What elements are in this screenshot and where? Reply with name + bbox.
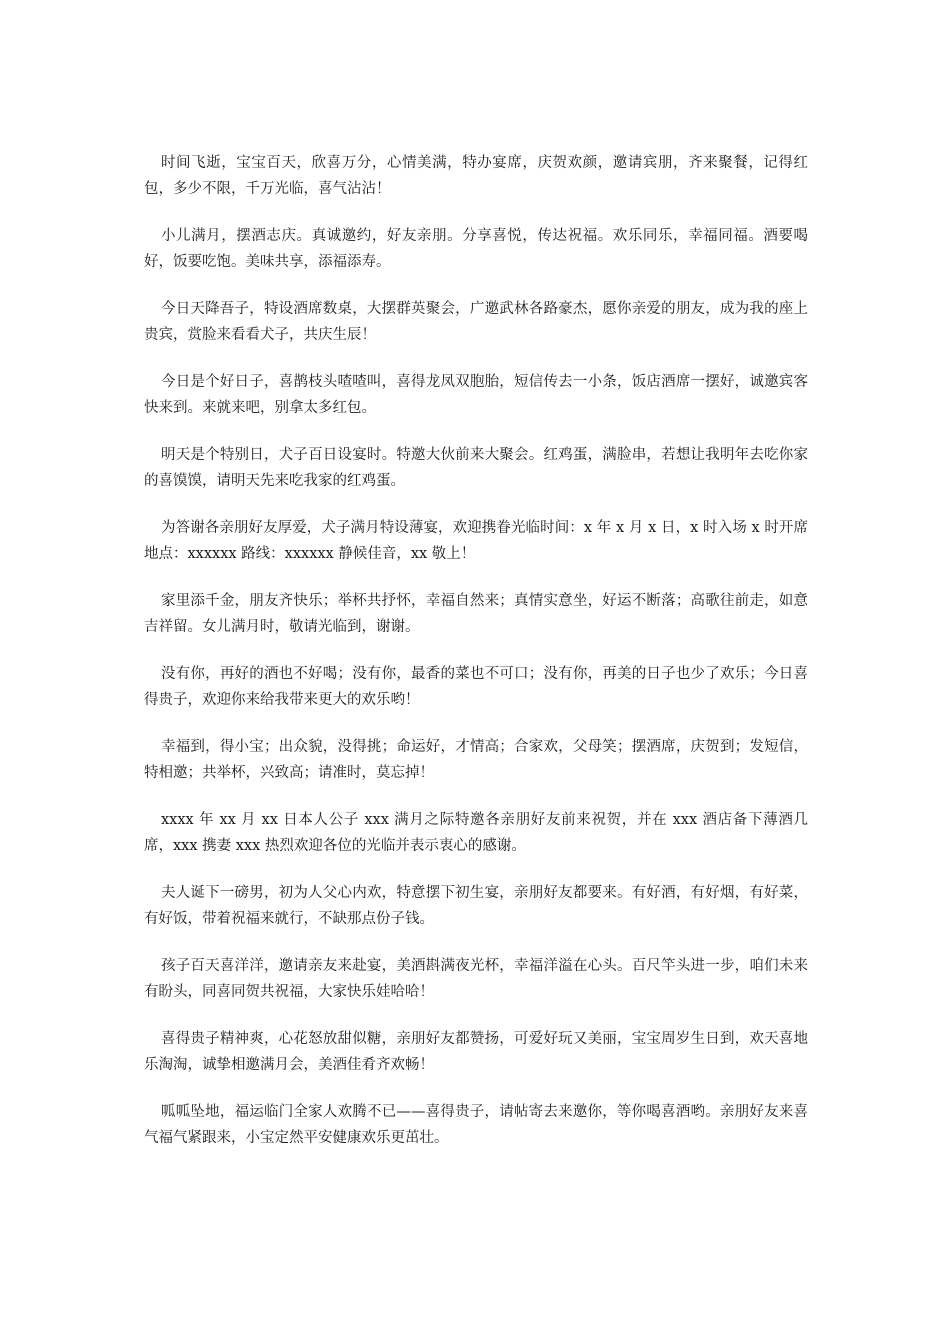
paragraph-5: 明天是个特别日，犬子百日设宴时。特邀大伙前来大聚会。红鸡蛋，满脸串，若想让我明年去吃你家的喜馍馍，请明天先来吃我家的红鸡蛋。 bbox=[144, 447, 808, 489]
paragraph-14: 呱呱坠地，福运临门全家人欢腾不已——喜得贵子，请帖寄去来邀你，等你喝喜酒哟。亲朋好友来喜气福气紧跟来，小宝定然平安健康欢乐更茁壮。 bbox=[144, 1104, 808, 1146]
paragraph-13: 喜得贵子精神爽，心花怒放甜似糖，亲朋好友都赞扬，可爱好玩又美丽，宝宝周岁生日到，欢天喜地乐淘淘，诚挚相邀满月会，美酒佳肴齐欢畅！ bbox=[144, 1031, 808, 1073]
paragraph-7: 家里添千金，朋友齐快乐；举杯共抒怀，幸福自然来；真情实意坐，好运不断落；高歌往前走，如意吉祥留。女儿满月时，敬请光临到，谢谢。 bbox=[144, 593, 808, 635]
paragraph-6: 为答谢各亲朋好友厚爱，犬子满月特设薄宴，欢迎携眷光临时间：x 年 x 月 x 日，x 时入场 x 时开席地点：xxxxxx 路线：xxxxxx 静候佳音，xx 敬上！ bbox=[144, 520, 808, 562]
paragraph-11: 夫人诞下一磅男，初为人父心内欢，特意摆下初生宴，亲朋好友都要来。有好酒，有好烟，有好菜，有好饭，带着祝福来就行，不缺那点份子钱。 bbox=[144, 885, 808, 927]
paragraph-8: 没有你，再好的酒也不好喝；没有你，最香的菜也不可口；没有你，再美的日子也少了欢乐；今日喜得贵子，欢迎你来给我带来更大的欢乐哟！ bbox=[144, 666, 808, 708]
paragraph-4: 今日是个好日子，喜鹊枝头喳喳叫，喜得龙凤双胞胎，短信传去一小条，饭店酒席一摆好，诚邀宾客快来到。来就来吧，别拿太多红包。 bbox=[144, 374, 808, 416]
paragraph-1: 时间飞逝，宝宝百天，欣喜万分，心情美满，特办宴席，庆贺欢颜，邀请宾朋，齐来聚餐，记得红包，多少不限，千万光临，喜气沾沾！ bbox=[144, 155, 808, 197]
paragraph-12: 孩子百天喜洋洋，邀请亲友来赴宴，美酒斟满夜光杯，幸福洋溢在心头。百尺竿头进一步，咱们未来有盼头，同喜同贺共祝福，大家快乐娃哈哈！ bbox=[144, 958, 808, 1000]
paragraph-3: 今日天降吾子，特设酒席数桌，大摆群英聚会，广邀武林各路豪杰，愿你亲爱的朋友，成为我的座上贵宾，赏脸来看看犬子，共庆生辰！ bbox=[144, 301, 808, 343]
paragraph-9: 幸福到，得小宝；出众貌，没得挑；命运好，才情高；合家欢，父母笑；摆酒席，庆贺到；发短信，特相邀；共举杯，兴致高；请准时，莫忘掉！ bbox=[144, 739, 808, 781]
paragraph-2: 小儿满月，摆酒志庆。真诚邀约，好友亲朋。分享喜悦，传达祝福。欢乐同乐，幸福同福。酒要喝好，饭要吃饱。美味共享，添福添寿。 bbox=[144, 228, 808, 270]
paragraph-10: xxxx 年 xx 月 xx 日本人公子 xxx 满月之际特邀各亲朋好友前来祝贺，并在 xxx 酒店备下薄酒几席，xxx 携妻 xxx 热烈欢迎各位的光临并表示衷心的感谢。 bbox=[144, 812, 808, 854]
document-body bbox=[144, 150, 808, 1172]
